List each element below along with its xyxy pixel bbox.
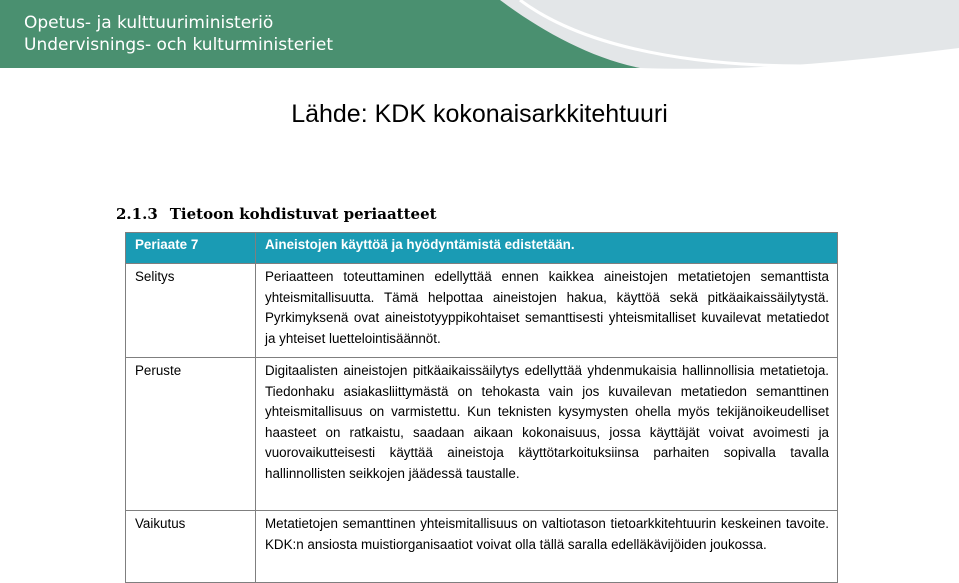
row-label: Peruste <box>126 358 256 511</box>
section-heading <box>116 205 437 223</box>
row-text: Digitaalisten aineistojen pitkäaikaissäilytys edellyttää yhdenmukaisia hallinnollisia metatietoja. Tiedonhaku asiakasliittymästä on tehokasta vain jos kuvailevan metatiedon semanttinen yhteismitallisuus on varmistettu. Kun teknisten kysymysten ohella myös tekijänoikeudelliset haasteet on ratkaistu, saadaan aikaan kokonaisuus, jossa käyttäjät voivat avoimesti ja vuorovaikutteisesti käyttää aineistoja käyttötarkoituksiinsa parhaiten sopivalla tavalla hallinnollisten seikkojen jäädessä taustalle. <box>256 358 838 511</box>
row-text: Metatietojen semanttinen yhteismitallisuus on valtiotason tietoarkkitehtuurin keskeinen tavoite. KDK:n ansiosta muistiorganisaatiot voivat olla tällä saralla edelläkävijöiden joukossa. <box>256 511 838 583</box>
table-row <box>126 264 838 358</box>
ministry-header-band <box>0 0 959 90</box>
ministry-logo-text <box>24 12 333 56</box>
section-number: 2.1.3 <box>116 205 158 223</box>
principle-statement: Aineistojen käyttöä ja hyödyntämistä edistetään. <box>256 233 838 264</box>
table-row <box>126 511 838 583</box>
ministry-name-fi: Opetus- ja kulttuuriministeriö <box>24 13 274 33</box>
row-label: Selitys <box>126 264 256 358</box>
ministry-name-sv: Undervisnings- och kulturministeriet <box>24 35 334 55</box>
table-row <box>126 358 838 511</box>
slide-title: Lähde: KDK kokonaisarkkitehtuuri <box>291 100 668 128</box>
section-title: Tietoon kohdistuvat periaatteet <box>169 205 437 223</box>
table-header-row <box>126 233 838 264</box>
row-text: Periaatteen toteuttaminen edellyttää ennen kaikkea aineistojen metatietojen semanttista yhteismitallisuutta. Tämä helpottaa aineistojen hakua, käyttöä sekä pitkäaikaissäilytystä. Pyrkimyksenä ovat aineistotyyppikohtaiset semanttisesti yhteismitalliset kuvailevat metatiedot ja yhteiset luettelointisäännöt. <box>256 264 838 358</box>
row-label: Vaikutus <box>126 511 256 583</box>
principle-label: Periaate 7 <box>126 233 256 264</box>
principle-table <box>125 232 838 583</box>
